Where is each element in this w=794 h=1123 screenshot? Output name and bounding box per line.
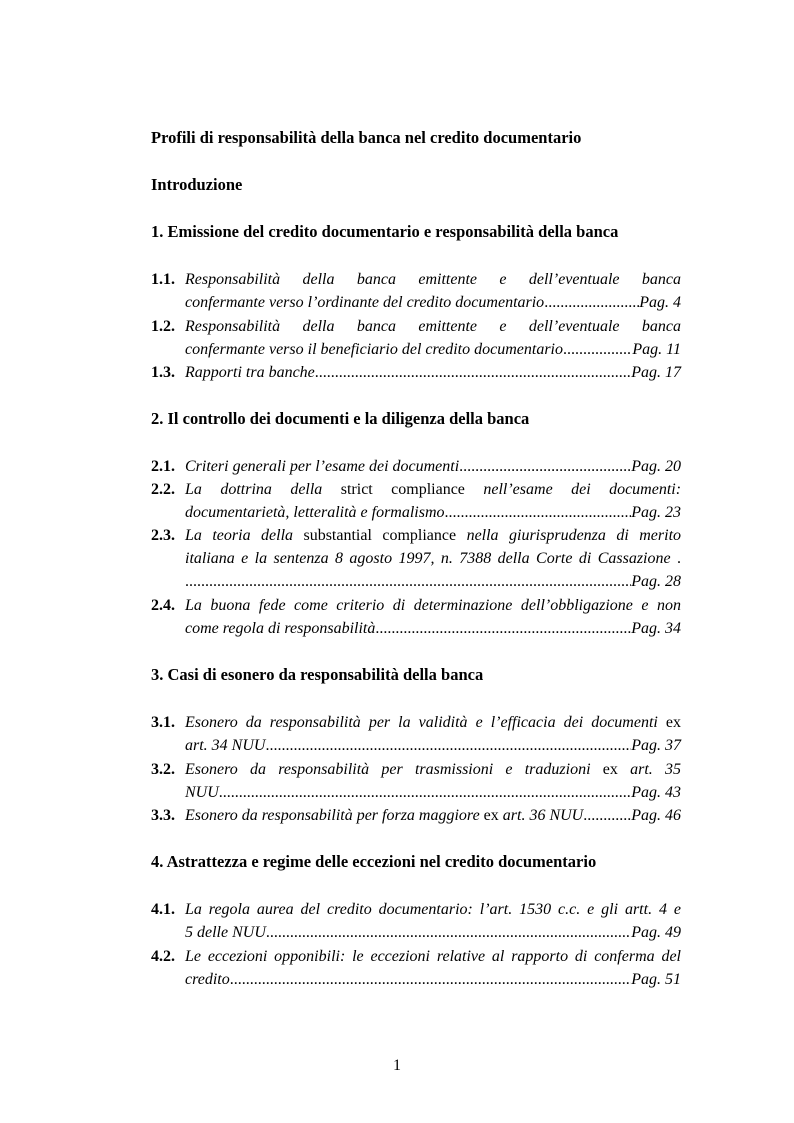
leader-dots [563,338,632,361]
entry-title-part: La teoria della [185,527,294,544]
entry-number: 4.1. [151,901,175,918]
leader-dots [445,501,632,524]
entry-page: Pag. 4 [639,294,681,311]
entry-title-term: substantial compliance [303,527,457,544]
entry-title-line-1: Responsabilità della banca emittente e dell’eventuale banca [185,271,681,288]
entry-page: Pag. 23 [631,504,681,521]
leader-dots [265,734,631,757]
entry-title-part: Esonero da responsabilità per forza maggiore [185,807,480,824]
section-heading-2: 2. Il controllo dei documenti e la diligenza della banca [151,409,530,428]
section-heading-4: 4. Astrattezza e regime delle eccezioni nel credito documentario [151,852,597,871]
leader-dots [185,570,631,593]
entry-title-line-2: italiana e la sentenza 8 agosto 1997, n. 7388 della Corte di Cassazione [185,550,671,567]
entry-title-line-2: art. 34 NUU [185,737,266,754]
leader-dots [375,617,631,640]
entry-title-period: . [677,550,682,567]
section-heading-3: 3. Casi di esonero da responsabilità della banca [151,665,484,684]
entry-page: Pag. 49 [631,924,681,941]
entry-title-part: art. 36 NUU [502,807,584,824]
entry-title-term: ex [602,761,618,778]
toc-entry-1-2 [151,315,681,361]
toc-entry-2-1 [151,455,681,478]
entry-number: 1.3. [151,364,175,381]
entry-page: Pag. 11 [632,341,681,358]
toc-entry-4-1 [151,898,681,944]
entry-title-line-2: confermante verso il beneficiario del credito documentario [185,341,563,358]
entry-title-line-1: Le eccezioni opponibili: le eccezioni relative al rapporto di conferma del [185,948,681,965]
entry-number: 2.2. [151,481,175,498]
toc-entry-3-1 [151,711,681,757]
entry-number: 2.3. [151,527,175,544]
entry-title-part: art. 35 [630,761,682,778]
toc-entry-4-2 [151,945,681,991]
toc-entry-3-2 [151,758,681,804]
entry-title-line-2: 5 delle NUU [185,924,266,941]
entry-title-part: La dottrina della [185,481,323,498]
entry-title: Criteri generali per l’esame dei documenti [185,458,460,475]
entry-title-term: ex [483,807,499,824]
entry-page: Pag. 46 [631,807,681,824]
toc-entry-2-3 [151,524,681,593]
entry-page: Pag. 28 [631,573,681,590]
entry-title-line-2: come regola di responsabilità [185,620,376,637]
entry-number: 2.4. [151,597,175,614]
entry-title-part: nella giurisprudenza di merito [466,527,682,544]
entry-title-term: ex [665,714,682,731]
entry-number: 3.1. [151,714,175,731]
entry-page: Pag. 51 [631,971,681,988]
entry-number: 2.1. [151,458,175,475]
toc-entry-3-3 [151,804,681,827]
toc-entry-2-4 [151,594,681,640]
document-title: Profili di responsabilità della banca nel credito documentario [151,128,582,147]
leader-dots [230,968,631,991]
entry-number: 3.3. [151,807,175,824]
entry-title-line-2: NUU [185,784,219,801]
entry-page: Pag. 17 [631,364,681,381]
introduction-heading: Introduzione [151,175,243,194]
entry-title-part: Esonero da responsabilità per la validità e l’efficacia dei documenti [185,714,658,731]
page-number: 1 [393,1057,401,1074]
leader-dots [583,804,631,827]
entry-title-part: nell’esame dei documenti: [483,481,682,498]
entry-title-line-2: credito [185,971,230,988]
entry-page: Pag. 37 [631,737,681,754]
entry-title-line-1: La regola aurea del credito documentario: l’art. 1530 c.c. e gli artt. 4 e [185,901,681,918]
entry-number: 1.1. [151,271,175,288]
leader-dots [219,781,631,804]
entry-title-line-1: Responsabilità della banca emittente e dell’eventuale banca [185,318,681,335]
entry-title-term: strict compliance [340,481,465,498]
entry-number: 4.2. [151,948,175,965]
leader-dots [544,291,639,314]
entry-page: Pag. 20 [631,458,681,475]
leader-dots [315,361,631,384]
entry-page: Pag. 43 [631,784,681,801]
entry-title-line-2: documentarietà, letteralità e formalismo [185,504,445,521]
leader-dots [266,921,631,944]
entry-title-line-2: confermante verso l’ordinante del credito documentario [185,294,545,311]
toc-entry-1-1 [151,268,681,314]
leader-dots [459,455,631,478]
entry-title: Rapporti tra banche [185,364,315,381]
entry-page: Pag. 34 [631,620,681,637]
toc-entry-1-3 [151,361,681,384]
entry-title-part: Esonero da responsabilità per trasmissioni e traduzioni [185,761,591,778]
section-heading-1: 1. Emissione del credito documentario e responsabilità della banca [151,222,619,241]
entry-title-line-1: La buona fede come criterio di determinazione dell’obbligazione e non [185,597,681,614]
toc-entry-2-2 [151,478,681,524]
entry-number: 1.2. [151,318,175,335]
entry-number: 3.2. [151,761,175,778]
